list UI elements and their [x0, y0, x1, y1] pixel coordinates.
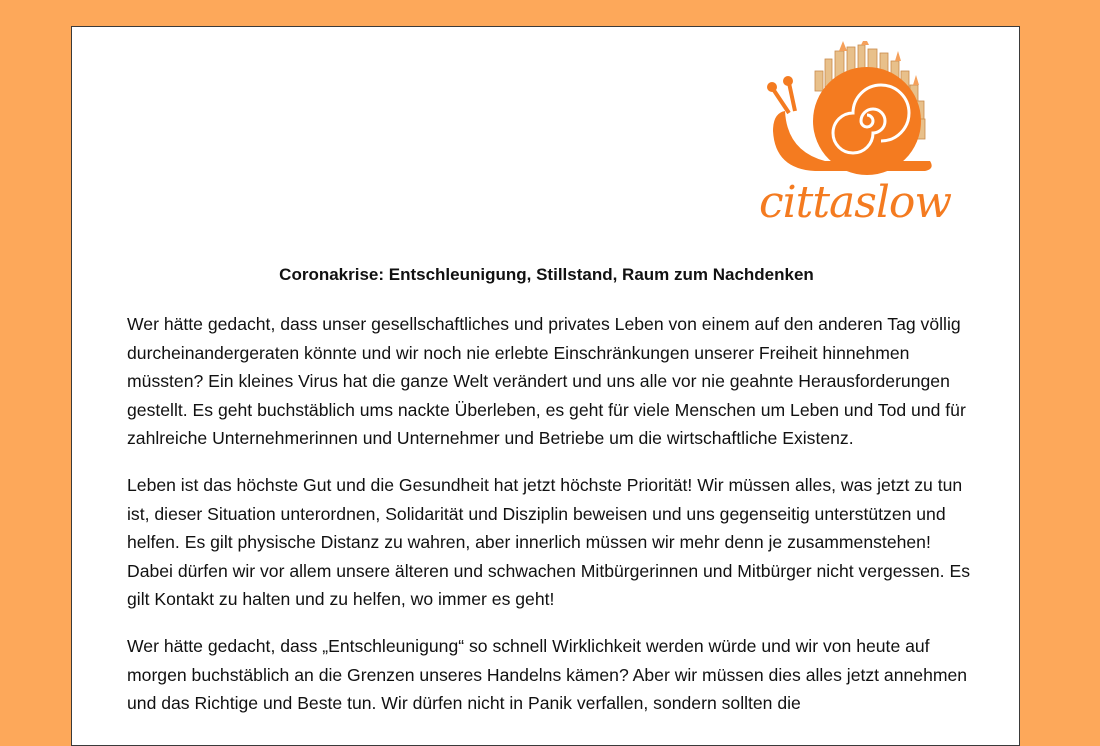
paragraph-3: Wer hätte gedacht, dass „Entschleunigung“ so schnell Wirklichkeit werden würde und wir von heute auf morgen buchstäblich an die Grenzen unseres Handelns kämen? Aber wir müssen dies alles jetzt annehmen und das Richtige und Beste tun. Wir dürfen nicht in Panik verfallen, sondern sollten die — [127, 635, 968, 714]
cittaslow-logo — [755, 41, 955, 231]
document-title: Coronakrise: Entschleunigung, Stillstand, Raum zum Nachdenken — [279, 265, 814, 284]
cittaslow-wordmark: cittaslow — [758, 177, 952, 228]
document-page — [71, 26, 1020, 746]
paragraph-1: Wer hätte gedacht, dass unser gesellschaftliches und privates Leben von einem auf den anderen Tag völlig durcheinandergeraten könnte und wir noch nie erlebte Einschränkungen unserer Freiheit hinnehmen müssten? Ein kleines Virus hat die ganze Welt verändert und uns alle vor nie geahnte Herausforderungen gestellt. Es geht buchstäblich ums nackte Überleben, es geht für viele Menschen um Leben und Tod und für zahlreiche Unternehmerinnen und Unternehmer und Betriebe um die wirtschaftliche Existenz. — [127, 314, 966, 449]
snail-icon — [755, 41, 955, 191]
paragraph-2: Leben ist das höchste Gut und die Gesundheit hat jetzt höchste Priorität! Wir müssen alles, was jetzt zu tun ist, dieser Situation unterordnen, Solidarität und Disziplin beweisen und uns gegenseitig unterstützen und helfen. Es gilt physische Distanz zu wahren, aber innerlich müssen wir mehr denn je zusammenstehen! Dabei dürfen wir vor allem unsere älteren und schwachen Mitbürgerinnen und Mitbürger nicht vergessen. Es gilt Kontakt zu halten und zu helfen, wo immer es geht! — [127, 474, 970, 610]
document-body — [127, 310, 977, 736]
